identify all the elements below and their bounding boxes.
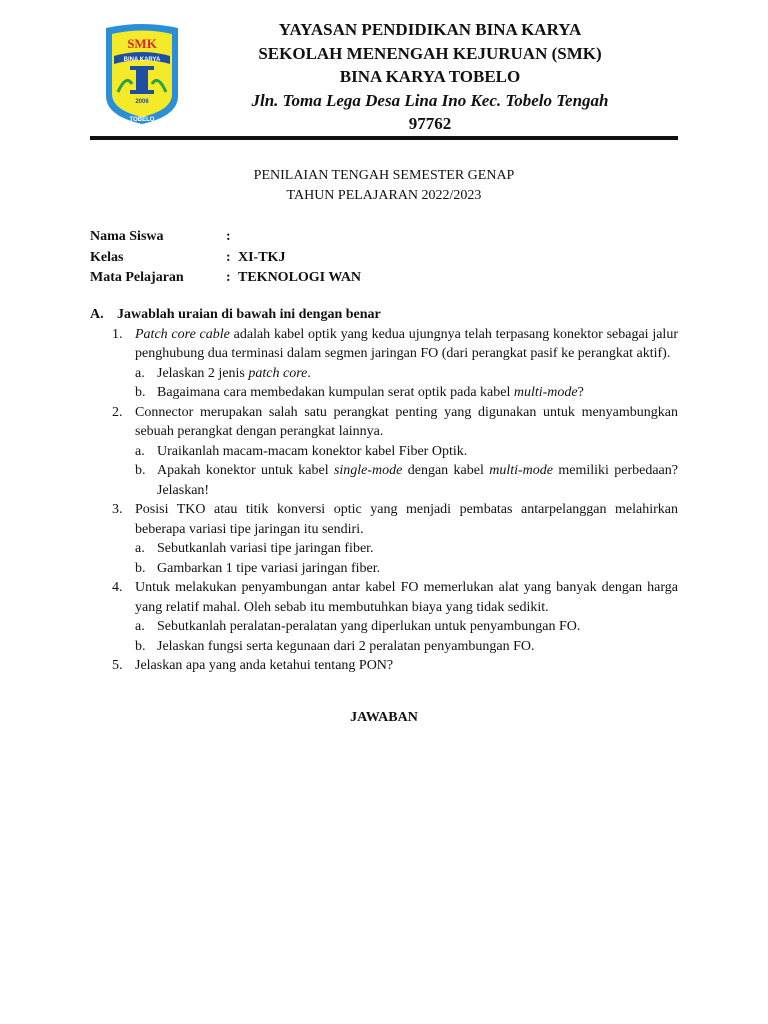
sub-question-item [135,364,678,384]
sub-question-text: dengan kabel [402,463,490,478]
sub-question-item [135,559,678,579]
sub-question-italic-term: patch core [248,365,308,381]
question-item [90,403,678,501]
sub-question-italic-term: single-mode [333,463,403,478]
exam-title: PENILAIAN TENGAH SEMESTER GENAP [253,168,515,183]
question-body: Posisi TKO atau titik konversi optic yang menjadi pembatas antarpelanggan melahirkan beberapa variasi tipe jaringan itu sendiri. [135,502,678,537]
question-item [90,578,678,656]
question-text [135,656,678,676]
exam-title-block [90,166,678,206]
student-identity [90,227,678,289]
question-number: 1. [112,326,123,342]
answer-heading: JAWABAN [350,710,418,725]
logo-bottom-text: TOBELO [129,117,155,123]
question-body: adalah kabel optik yang kedua ujungnya telah terpasang konektor sebagai jalur penghubung dua terminasi dalam segmen jaringan FO (dari perangkat pasif ke perangkat aktif). [135,326,678,361]
sub-question-item [135,617,678,637]
essay-section [90,305,678,676]
letterhead [90,16,678,136]
question-text [135,500,678,539]
school-type: SEKOLAH MENENGAH KEJURUAN (SMK) [258,43,602,63]
sub-question-text: Uraikanlah macam-macam konektor kabel Fiber Optik. [157,443,468,459]
question-list [90,325,678,676]
identity-colon: : [226,270,231,285]
sub-question-letter: b. [135,463,146,478]
identity-colon: : [226,249,231,265]
sub-question-item [135,383,678,403]
sub-question-text: ? [577,385,584,400]
identity-value: XI-TKJ [238,249,286,265]
sub-question-item [135,637,678,657]
question-item [90,656,678,676]
sub-question-italic-term: multi-mode [513,385,578,400]
question-text [135,403,678,442]
sub-question-letter: b. [135,638,146,654]
sub-question-item [135,442,678,462]
question-body: Connector merupakan salah satu perangkat penting yang digunakan untuk menyambungkan sebuah perangkat dengan perangkat lainnya. [135,404,678,439]
sub-question-text: Bagaimana cara membedakan kumpulan serat optik pada kabel [157,385,514,400]
question-number: 5. [112,658,123,673]
section-marker: A. [90,307,104,322]
question-number: 3. [112,502,123,517]
sub-question-text: . [307,365,311,381]
sub-question-letter: b. [135,385,146,400]
identity-value: TEKNOLOGI WAN [238,270,362,285]
sub-question-list [135,539,678,578]
question-body: Untuk melakukan penyambungan antar kabel FO memerlukan alat yang banyak dengan harga yang relatif mahal. Oleh sebab itu membutuhkan biaya yang tidak sedikit. [135,580,678,615]
sub-question-text: Jelaskan 2 jenis [157,365,249,381]
identity-row-subject [90,268,678,289]
question-number: 2. [112,404,123,420]
question-item [90,325,678,403]
sub-question-list [135,364,678,403]
question-number: 4. [112,580,123,595]
section-instruction: Jawablah uraian di bawah ini dengan benar [117,307,381,322]
logo-top-text: SMK [127,36,157,51]
school-address: Jln. Toma Lega Desa Lina Ino Kec. Tobelo Tengah [251,90,609,110]
sub-question-item [135,539,678,559]
sub-question-item [135,461,678,500]
sub-question-list [135,442,678,501]
foundation-name: YAYASAN PENDIDIKAN BINA KARYA [278,20,582,39]
sub-question-letter: a. [135,541,145,556]
logo-ribbon-text: BINA KARYA [123,57,161,63]
identity-row-class [90,248,678,269]
question-text [135,325,678,364]
sub-question-letter: a. [135,365,145,381]
sub-question-text: Gambarkan 1 tipe variasi jaringan fiber. [157,560,381,576]
school-name: BINA KARYA TOBELO [339,67,521,86]
section-heading [90,305,678,325]
identity-label: Kelas [90,249,124,265]
identity-row-name [90,227,678,248]
academic-year: TAHUN PELAJARAN 2022/2023 [286,188,482,203]
sub-question-letter: b. [135,560,146,576]
question-item [90,500,678,578]
question-italic-term: Patch core cable [135,326,230,342]
sub-question-text: Sebutkanlah peralatan-peralatan yang diperlukan untuk penyambungan FO. [157,619,581,634]
sub-question-italic-term: multi-mode [489,463,553,478]
question-text [135,578,678,617]
identity-colon: : [226,229,231,244]
sub-question-letter: a. [135,619,145,634]
logo-year-text: 2006 [135,99,149,105]
letterhead-divider [90,136,678,140]
sub-question-list [135,617,678,656]
letterhead-text [182,18,678,136]
identity-label: Mata Pelajaran [90,270,184,285]
school-logo-icon [102,22,182,126]
identity-label: Nama Siswa [90,229,164,244]
sub-question-text: memiliki perbedaan? Jelaskan! [157,463,678,498]
sub-question-letter: a. [135,443,145,459]
sub-question-text: Apakah konektor untuk kabel [157,463,334,478]
postal-code: 97762 [408,114,452,133]
sub-question-text: Jelaskan fungsi serta kegunaan dari 2 peralatan penyambungan FO. [157,638,535,654]
sub-question-text: Sebutkanlah variasi tipe jaringan fiber. [157,541,374,556]
question-body: Jelaskan apa yang anda ketahui tentang PON? [135,658,394,673]
